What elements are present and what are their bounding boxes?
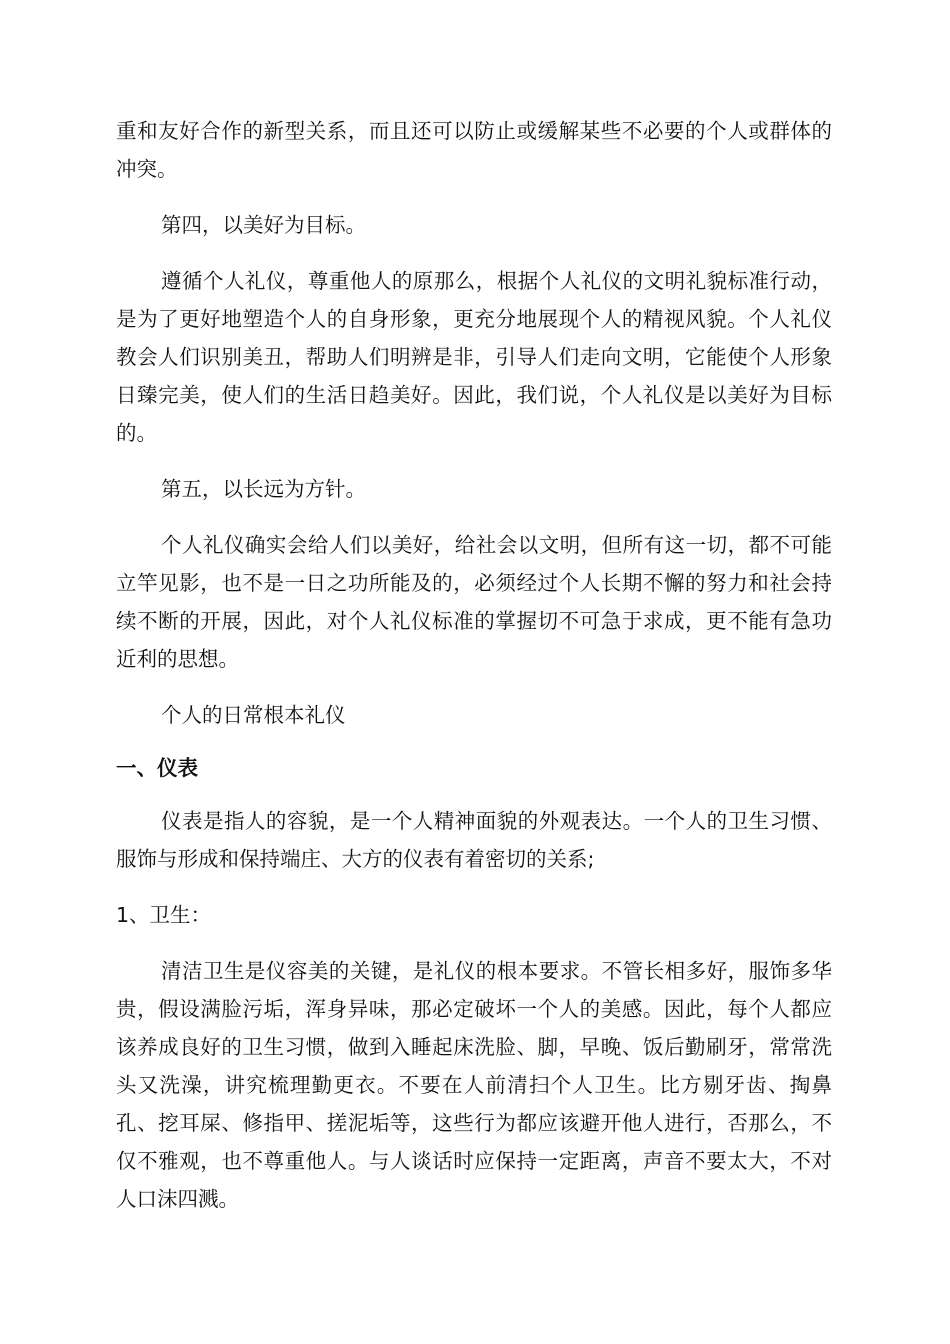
point-four-body: 遵循个人礼仪，尊重他人的原那么，根据个人礼仪的文明礼貌标准行动，是为了更好地塑造个人的自身形象，更充分地展现个人的精视风貌。个人礼仪教会人们识别美丑，帮助人们明辨是非，引导人们走向文明，它能使个人形象日臻完美，使人们的生活日趋美好。因此，我们说，个人礼仪是以美好为目标的。: [116, 269, 832, 445]
paragraph-continuation: 重和友好合作的新型关系，而且还可以防止或缓解某些不必要的个人或群体的冲突。: [116, 119, 832, 181]
section-title: 个人的日常根本礼仪: [161, 703, 346, 727]
appearance-body: 仪表是指人的容貌，是一个人精神面貌的外观表达。一个人的卫生习惯、服饰与形成和保持端庄、大方的仪表有着密切的关系;: [116, 809, 832, 871]
point-five-body: 个人礼仪确实会给人们以美好，给社会以文明，但所有这一切，都不可能立竿见影，也不是一日之功所能及的，必须经过个人长期不懈的努力和社会持续不断的开展，因此，对个人礼仪标准的掌握切不可急于求成，更不能有急功近利的思想。: [116, 533, 832, 671]
hygiene-body: 清洁卫生是仪容美的关键，是礼仪的根本要求。不管长相多好，服饰多华贵，假设满脸污垢，浑身异味，那必定破坏一个人的美感。因此，每个人都应该养成良好的卫生习惯，做到入睡起床洗脸、脚，早晚、饭后勤刷牙，常常洗头又洗澡，讲究梳理勤更衣。不要在人前清扫个人卫生。比方剔牙齿、掏鼻孔、挖耳屎、修指甲、搓泥垢等，这些行为都应该避开他人进行，否那么，不仅不雅观，也不尊重他人。与人谈话时应保持一定距离，声音不要太大，不对人口沫四溅。: [116, 959, 832, 1211]
document-page: [116, 112, 832, 1218]
point-five-heading: 第五，以长远为方针。: [161, 477, 366, 501]
appearance-heading: 一、仪表: [116, 756, 198, 780]
hygiene-heading: 1、卫生：: [116, 903, 212, 927]
point-four-heading: 第四，以美好为目标。: [161, 213, 366, 237]
